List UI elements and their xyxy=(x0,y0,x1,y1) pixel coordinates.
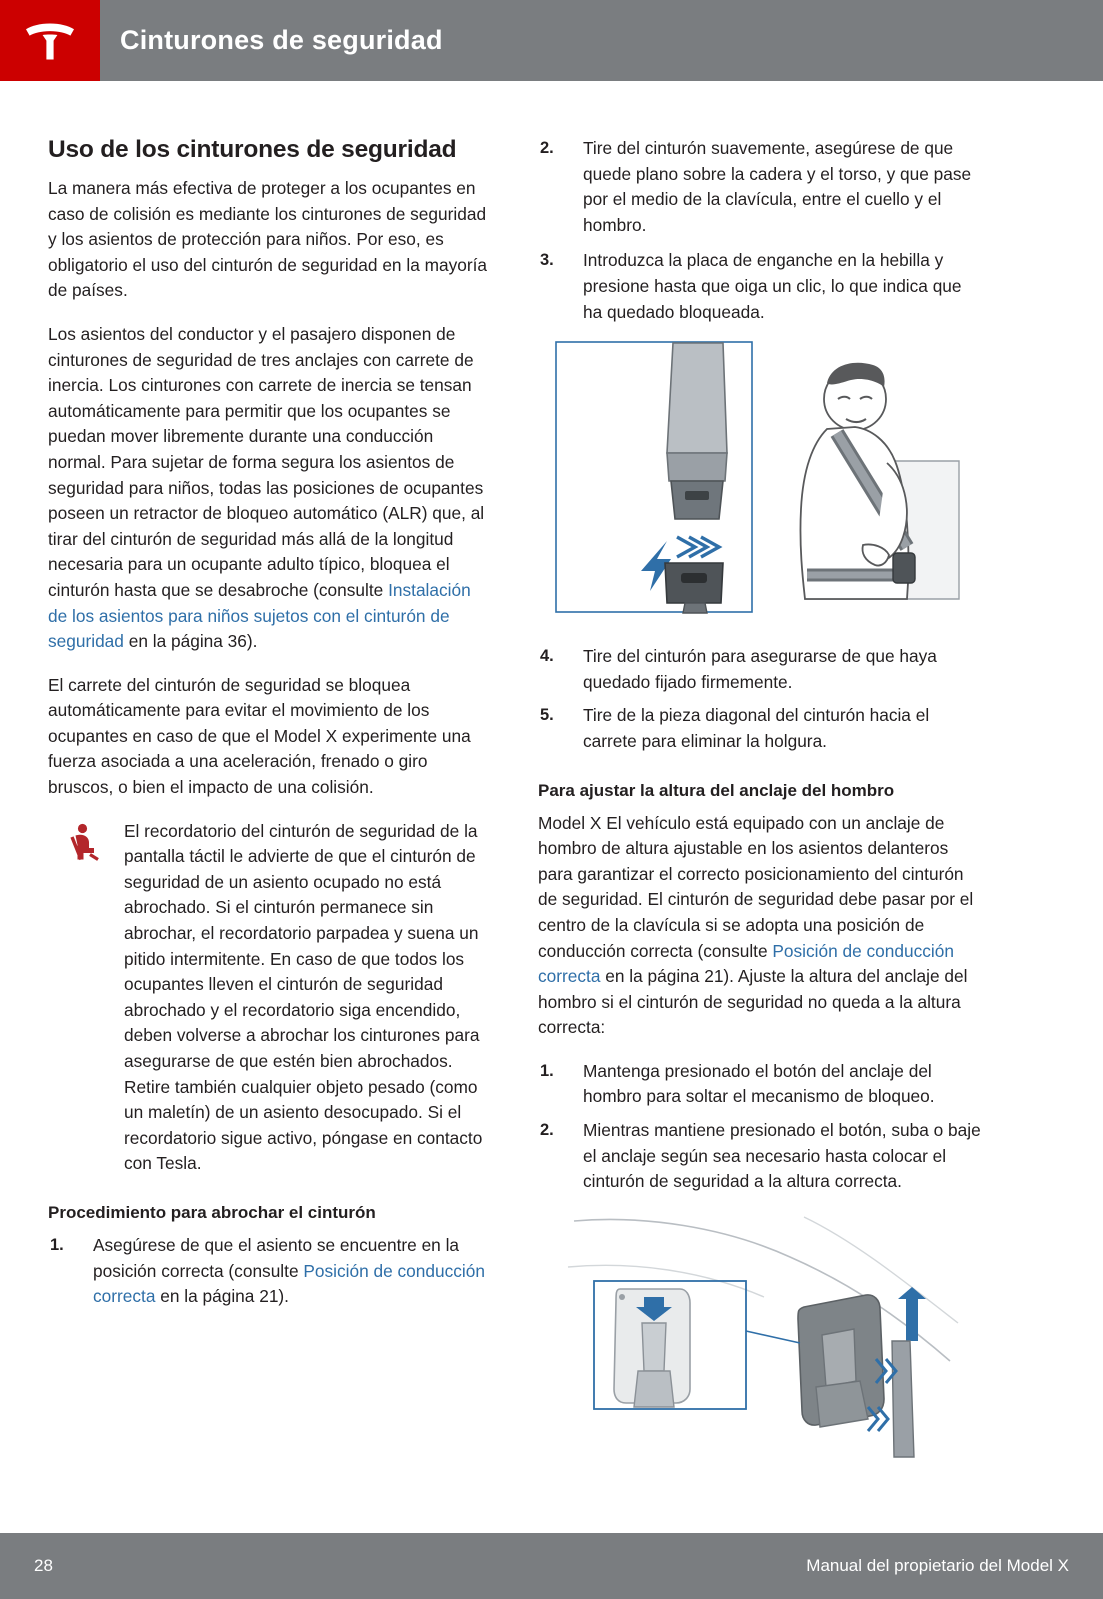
list-item xyxy=(48,1233,492,1310)
list-item-text: Mientras mantiene presionado el botón, suba o baje el anclaje según sea necesario hasta colocar el cinturón de seguridad a la altura correcta. xyxy=(583,1120,981,1192)
subsection-fasten-procedure: Procedimiento para abrochar el cinturón xyxy=(48,1202,376,1222)
list-item-text: Tire del cinturón suavemente, asegúrese de que quede plano sobre la cadera y el torso, y que pase por el medio de la clavícula, entre el cuello y el hombro. xyxy=(583,138,972,235)
list-item-text: Tire de la pieza diagonal del cinturón hacia el carrete para eliminar la holgura. xyxy=(583,705,930,751)
list-item-number: 1. xyxy=(540,1061,554,1080)
tesla-logo-box xyxy=(0,0,100,81)
list-item xyxy=(538,644,982,695)
left-column xyxy=(48,136,492,1320)
list-item-text: Introduzca la placa de enganche en la hebilla y presione hasta que oiga un clic, lo que indica que ha quedado bloqueada. xyxy=(583,250,962,322)
list-item-number: 5. xyxy=(540,706,554,725)
paragraph-2-post: en la página 36). xyxy=(123,631,258,652)
shoulder-anchor-height-adjust-illustration xyxy=(538,1211,982,1461)
page-title: Cinturones de seguridad xyxy=(120,25,443,55)
buckle-seatbelt-illustration xyxy=(538,341,982,626)
tesla-logo-icon xyxy=(23,17,77,65)
shoulder-anchor-paragraph-pre: Model X El vehículo está equipado con un anclaje de hombro de altura ajustable en los asientos delanteros para garantizar el correcto posicionamiento del cinturón de seguridad. El cinturón de seguridad debe pasar por el centro de la clavícula si se adopta una posición de conducción correcta (consulte xyxy=(538,812,974,961)
right-column xyxy=(538,136,982,1479)
section-heading: Uso de los cinturones de seguridad xyxy=(48,136,457,163)
list-item-text: Mantenga presionado el botón del anclaje del hombro para soltar el mecanismo de bloqueo. xyxy=(583,1060,935,1107)
list-item-number: 2. xyxy=(540,139,554,157)
list-item-text: Tire del cinturón para asegurarse de que haya quedado fijado firmemente. xyxy=(583,646,937,692)
list-item-number: 4. xyxy=(540,647,554,666)
paragraph-2 xyxy=(48,322,492,655)
shoulder-anchor-paragraph-post: en la página 21). Ajuste la altura del anclaje del hombro si el cinturón de seguridad no queda a la altura correcta: xyxy=(538,966,968,1038)
list-item xyxy=(538,136,982,238)
paragraph-1: La manera más efectiva de proteger a los ocupantes en caso de colisión es mediante los cinturones de seguridad y los asientos de protección para niños. Por eso, es obligatorio el uso del cinturón de seguridad en la mayoría de países. xyxy=(48,178,488,301)
list-item xyxy=(538,703,982,754)
subsection-shoulder-anchor: Para ajustar la altura del anclaje del hombro xyxy=(538,780,895,800)
xref-correct-driving-position-left[interactable]: Posición de conducción correcta xyxy=(93,1260,485,1307)
note-icon-wrapper xyxy=(48,819,124,1177)
footer-page-number: 28 xyxy=(34,1556,53,1575)
fasten-steps-list xyxy=(48,1233,492,1310)
list-item-number: 2. xyxy=(540,1121,554,1140)
fasten-steps-final-list xyxy=(538,644,982,754)
list-item-text-pre: Asegúrese de que el asiento se encuentre en la posición correcta (consulte xyxy=(93,1234,460,1281)
shoulder-anchor-steps-list xyxy=(538,1059,982,1195)
fasten-steps-continued-list xyxy=(538,136,982,325)
list-item xyxy=(538,1118,982,1195)
page-footer xyxy=(0,1533,1103,1599)
paragraph-3: El carrete del cinturón de seguridad se bloquea automáticamente para evitar el movimiento de los ocupantes en caso de que el Model X experimente una fuerza asociada a una aceleración, frenado o giro bruscos, o bien el impacto de una colisión. xyxy=(48,674,471,798)
page-body xyxy=(0,81,1103,1533)
seatbelt-reminder-warning-icon xyxy=(69,823,103,1177)
list-item-text-post: en la página 21). xyxy=(155,1286,289,1307)
footer-document-name: Manual del propietario del Model X xyxy=(806,1556,1069,1575)
note-text: El recordatorio del cinturón de seguridad de la pantalla táctil le advierte de que el cinturón de seguridad de un asiento ocupado no está abrochado. Si el cinturón permanece sin abrochar, el recordatorio parpadea y suena un pitido intermitente. En caso de que todos los ocupantes lleven el cinturón de seguridad abrochado y el recordatorio siga encendido, deben volverse a abrochar los cinturones para asegurarse de que estén bien abrochados. Retire también cualquier objeto pesado (como un maletín) de un asiento desocupado. Si el recordatorio sigue activo, póngase en contacto con Tesla. xyxy=(124,820,483,1174)
page-header xyxy=(0,0,1103,81)
list-item xyxy=(538,248,982,325)
xref-child-seat-installation[interactable]: Instalación de los asientos para niños sujetos con el cinturón de seguridad xyxy=(48,579,471,652)
xref-correct-driving-position-right[interactable]: Posición de conducción correcta xyxy=(538,940,954,987)
seatbelt-reminder-note xyxy=(48,819,492,1177)
shoulder-anchor-paragraph xyxy=(538,811,982,1041)
list-item-number: 3. xyxy=(540,251,554,270)
paragraph-2-pre: Los asientos del conductor y el pasajero disponen de cinturones de seguridad de tres anclajes con carrete de inercia. Los cinturones con carrete de inercia se tensan automáticamente para permitir que los ocupantes se puedan mover libremente durante una conducción normal. Para sujetar de forma segura los asientos de seguridad para niños, todas las posiciones de ocupantes poseen un retractor de bloqueo automático (ALR) que, al tirar del cinturón de seguridad más allá de la longitud necesaria para un ocupante adulto típico, bloquea el cinturón hasta que se desabroche (consulte xyxy=(48,323,485,600)
list-item xyxy=(538,1059,982,1110)
list-item-number: 1. xyxy=(50,1235,64,1254)
